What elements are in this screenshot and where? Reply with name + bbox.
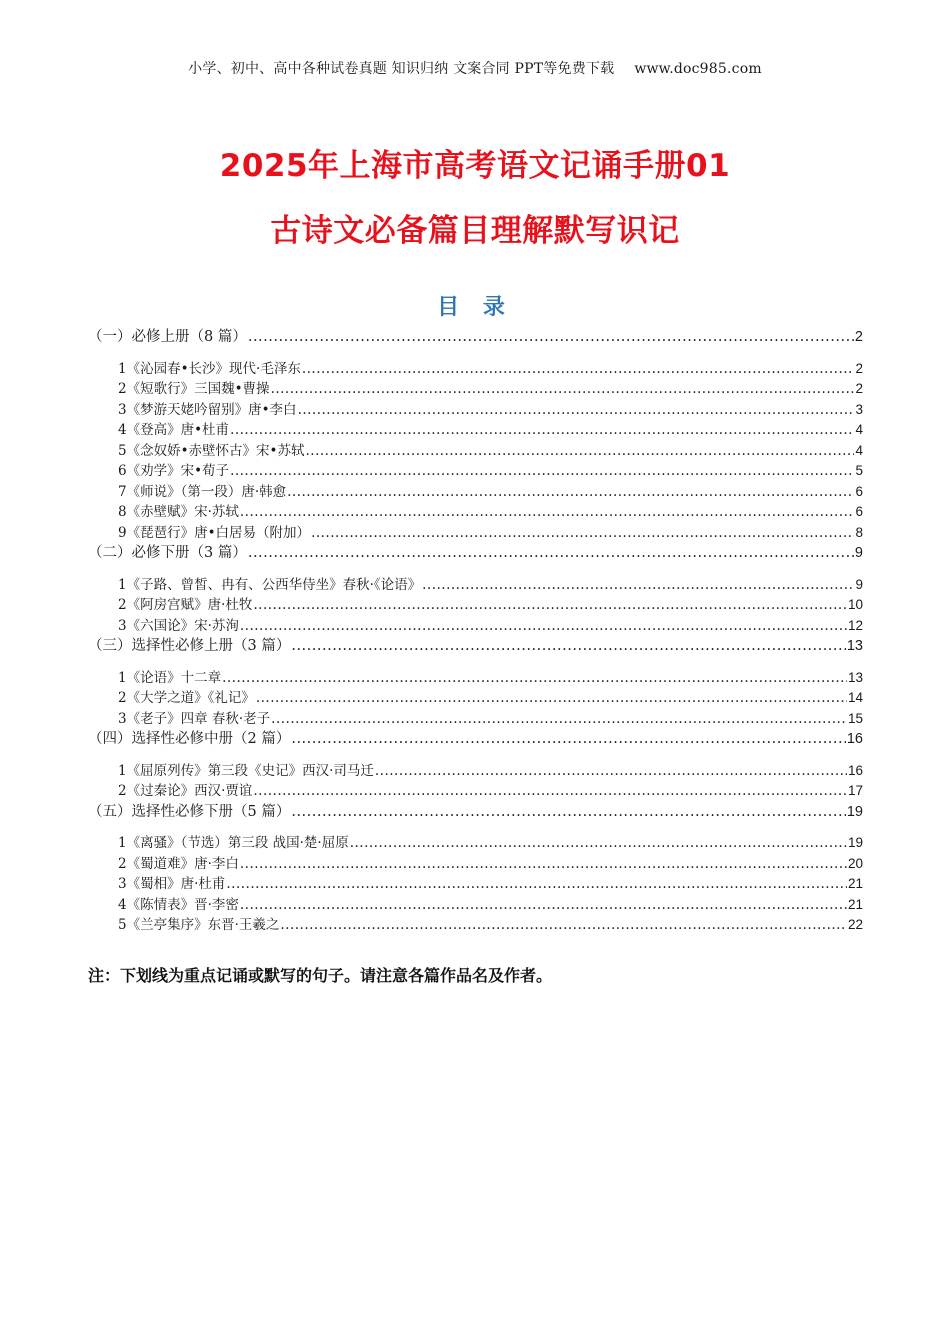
dot-leader <box>291 802 846 823</box>
toc-entry-title: 1《论语》十二章 <box>118 669 222 686</box>
toc-entry[interactable] <box>88 833 863 854</box>
toc-entry[interactable] <box>88 709 863 730</box>
toc-entry-title: 2《过秦论》西汉·贾谊 <box>118 783 253 799</box>
toc-entry-page-number: 19 <box>847 835 863 850</box>
toc-entry-title: 2《短歌行》三国魏•曹操 <box>118 381 270 397</box>
toc-entry[interactable] <box>88 379 863 400</box>
dot-leader <box>291 729 846 750</box>
toc-entry-title: 1《屈原列传》第三段《史记》西汉·司马迁 <box>118 762 374 779</box>
toc-entry-page-number: 14 <box>847 690 863 705</box>
toc-entry[interactable] <box>88 575 863 596</box>
toc-entry-title: 4《陈情表》晋·李密 <box>118 896 239 913</box>
dot-leader <box>256 688 847 709</box>
toc-entry-page-number: 21 <box>847 896 863 912</box>
toc-section[interactable] <box>88 327 863 348</box>
dot-leader <box>280 915 847 936</box>
toc-entry-title: 2《蜀道难》唐·李白 <box>118 855 239 872</box>
document-title-line1: 2025年上海市高考语文记诵手册01 <box>219 148 731 184</box>
toc-section[interactable] <box>88 802 863 823</box>
dot-leader <box>422 575 854 596</box>
dot-leader <box>375 761 847 782</box>
toc-entry[interactable] <box>88 915 863 936</box>
toc-section-page-number: 16 <box>846 731 863 747</box>
toc-entry-page-number: 13 <box>847 669 863 685</box>
dot-leader <box>230 461 854 482</box>
section-spacer <box>88 822 863 833</box>
toc-section-page-number: 9 <box>854 545 863 561</box>
toc-entry-title: 1《沁园春•长沙》现代·毛泽东 <box>118 360 301 377</box>
dot-leader <box>222 668 847 689</box>
toc-entry-page-number: 8 <box>855 524 863 540</box>
toc-section[interactable] <box>88 543 863 564</box>
dot-leader <box>311 523 854 544</box>
header-tagline: 小学、初中、高中各种试卷真题 知识归纳 文案合同 PPT等免费下载 <box>188 61 615 77</box>
toc-entry-title: 5《念奴娇•赤壁怀古》宋•苏轼 <box>118 442 305 459</box>
dot-leader <box>240 854 847 875</box>
toc-entry-title: 3《梦游天姥吟留别》唐•李白 <box>118 401 297 418</box>
toc-entry-title: 2《大学之道》《礼记》 <box>118 690 255 706</box>
toc-entry-title: 1《子路、曾皙、冉有、公西华侍坐》春秋·《论语》 <box>118 576 422 593</box>
toc-entry-page-number: 20 <box>847 855 863 871</box>
dot-leader <box>298 400 855 421</box>
toc-entry[interactable] <box>88 523 863 544</box>
dot-leader <box>253 781 847 802</box>
toc-entry[interactable] <box>88 854 863 875</box>
dot-leader <box>248 543 854 564</box>
toc-entry-page-number: 2 <box>855 381 863 396</box>
toc-entry-title: 3《老子》四章 春秋·老子 <box>118 710 271 727</box>
toc-entry-page-number: 15 <box>847 710 863 726</box>
toc-entry-page-number: 9 <box>855 576 863 592</box>
dot-leader <box>271 379 855 400</box>
dot-leader <box>240 895 847 916</box>
toc-entry[interactable] <box>88 688 863 709</box>
toc-entry[interactable] <box>88 359 863 380</box>
dot-leader <box>271 709 847 730</box>
toc-entry[interactable] <box>88 482 863 503</box>
toc-entry-page-number: 2 <box>855 360 863 376</box>
toc-entry-page-number: 16 <box>847 762 863 778</box>
toc-entry-title: 3《六国论》宋·苏洵 <box>118 617 239 634</box>
toc-entry-page-number: 21 <box>847 876 863 891</box>
dot-leader <box>291 636 846 657</box>
dot-leader <box>350 833 847 854</box>
toc-entry-title: 7《师说》（第一段）唐·韩愈 <box>118 483 287 500</box>
toc-entry-page-number: 4 <box>855 422 863 437</box>
toc-entry[interactable] <box>88 441 863 462</box>
dot-leader <box>240 616 847 637</box>
toc-heading: 目 录 <box>437 295 513 320</box>
toc-entry[interactable] <box>88 874 863 895</box>
toc-entry-page-number: 17 <box>847 783 863 798</box>
toc-entry[interactable] <box>88 595 863 616</box>
toc-entry[interactable] <box>88 461 863 482</box>
toc-entry[interactable] <box>88 668 863 689</box>
toc-entry-page-number: 6 <box>855 483 863 499</box>
toc-entry-page-number: 4 <box>855 442 863 458</box>
toc-entry-title: 4《登高》唐•杜甫 <box>118 422 230 438</box>
toc-entry-title: 8《赤壁赋》宋·苏轼 <box>118 504 239 520</box>
toc-entry-title: 3《蜀相》唐·杜甫 <box>118 876 226 892</box>
toc-section-page-number: 19 <box>846 803 863 820</box>
toc-entry-page-number: 5 <box>855 463 863 478</box>
table-of-contents <box>88 327 863 936</box>
toc-entry[interactable] <box>88 895 863 916</box>
toc-entry-page-number: 12 <box>847 617 863 633</box>
section-spacer <box>88 750 863 761</box>
toc-entry-page-number: 22 <box>847 917 863 932</box>
toc-section-title: （三）选择性必修上册（3 篇） <box>88 638 291 654</box>
section-spacer <box>88 657 863 668</box>
page-header <box>0 58 950 78</box>
header-website: www.doc985.com <box>634 61 762 77</box>
toc-section-title: （四）选择性必修中册（2 篇） <box>88 731 291 747</box>
toc-entry-title: 1《离骚》（节选）第三段 战国·楚·屈原 <box>118 835 349 851</box>
document-title-line2: 古诗文必备篇目理解默写识记 <box>270 213 680 249</box>
toc-entry[interactable] <box>88 420 863 441</box>
toc-entry[interactable] <box>88 616 863 637</box>
toc-section-page-number: 13 <box>846 638 863 654</box>
toc-entry[interactable] <box>88 400 863 421</box>
toc-entry[interactable] <box>88 761 863 782</box>
section-spacer <box>88 564 863 575</box>
dot-leader <box>230 420 854 441</box>
toc-section-title: （一）必修上册（8 篇） <box>88 329 247 345</box>
dot-leader <box>226 874 847 895</box>
dot-leader <box>302 359 855 380</box>
dot-leader <box>287 482 854 503</box>
dot-leader <box>248 327 854 348</box>
dot-leader <box>306 441 855 462</box>
toc-entry-title: 5《兰亭集序》东晋·王羲之 <box>118 917 280 933</box>
toc-section-title: （二）必修下册（3 篇） <box>88 545 247 561</box>
toc-section[interactable] <box>88 729 863 750</box>
toc-entry-title: 6《劝学》宋•荀子 <box>118 463 230 479</box>
section-spacer <box>88 348 863 359</box>
toc-entry[interactable] <box>88 781 863 802</box>
toc-section[interactable] <box>88 636 863 657</box>
dot-leader <box>240 502 855 523</box>
toc-entry-title: 2《阿房宫赋》唐·杜牧 <box>118 597 253 613</box>
toc-entry-title: 9《琵琶行》唐•白居易（附加） <box>118 524 311 541</box>
dot-leader <box>253 595 847 616</box>
toc-entry-page-number: 10 <box>847 597 863 612</box>
toc-entry[interactable] <box>88 502 863 523</box>
toc-entry-page-number: 3 <box>855 401 863 417</box>
footnote: 注：下划线为重点记诵或默写的句子。请注意各篇作品名及作者。 <box>88 966 553 985</box>
toc-entry-page-number: 6 <box>855 504 863 519</box>
toc-section-title: （五）选择性必修下册（5 篇） <box>88 803 291 820</box>
toc-section-page-number: 2 <box>854 329 863 345</box>
